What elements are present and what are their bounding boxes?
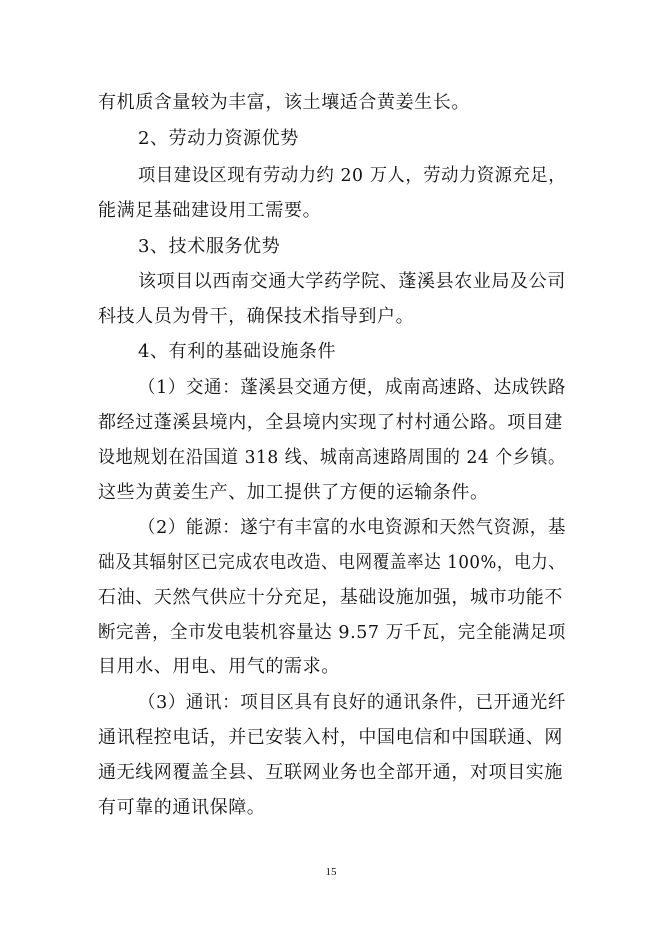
paragraph-line: 石油、天然气供应十分充足，基础设施加强，城市功能不	[98, 587, 563, 608]
paragraph-line: 断完善，全市发电装机容量达 9.57 万千瓦，完全能满足项	[98, 622, 566, 643]
paragraph-line: 项目建设区现有劳动力约 20 万人，劳动力资源充足，	[138, 165, 567, 186]
paragraph-line: 目用水、用电、用气的需求。	[98, 656, 340, 677]
section-heading: 4、有利的基础设施条件	[138, 341, 337, 362]
paragraph-line: 该项目以西南交通大学药学院、蓬溪县农业局及公司	[138, 271, 566, 292]
paragraph-line: （2）能源：遂宁有丰富的水电资源和天然气资源，基	[138, 517, 566, 538]
paragraph-line: 通无线网覆盖全县、互联网业务也全部开通，对项目实施	[98, 762, 563, 783]
paragraph-line: 能满足基础建设用工需要。	[98, 200, 322, 221]
page-number: 15	[325, 866, 337, 878]
section-heading: 2、劳动力资源优势	[138, 128, 299, 149]
paragraph-line: 有机质含量较为丰富，该土壤适合黄姜生长。	[98, 92, 470, 113]
paragraph-line: 有可靠的通讯保障。	[98, 797, 266, 818]
paragraph-line: （1）交通：蓬溪县交通方便，成南高速路、达成铁路	[138, 377, 566, 398]
paragraph-line: 这些为黄姜生产、加工提供了方便的运输条件。	[98, 482, 489, 503]
paragraph-line: 都经过蓬溪县境内，全县境内实现了村村通公路。项目建	[98, 412, 563, 433]
paragraph-line: （3）通讯：项目区具有良好的通讯条件，已开通光纤	[138, 692, 566, 713]
paragraph-line: 通讯程控电话，并已安装入村，中国电信和中国联通、网	[98, 727, 563, 748]
paragraph-line: 础及其辐射区已完成农电改造、电网覆盖率达 100%，电力、	[98, 552, 566, 573]
section-heading: 3、技术服务优势	[138, 236, 281, 257]
paragraph-line: 科技人员为骨干，确保技术指导到户。	[98, 306, 415, 327]
paragraph-line: 设地规划在沿国道 318 线、城南高速路周围的 24 个乡镇。	[98, 447, 566, 468]
